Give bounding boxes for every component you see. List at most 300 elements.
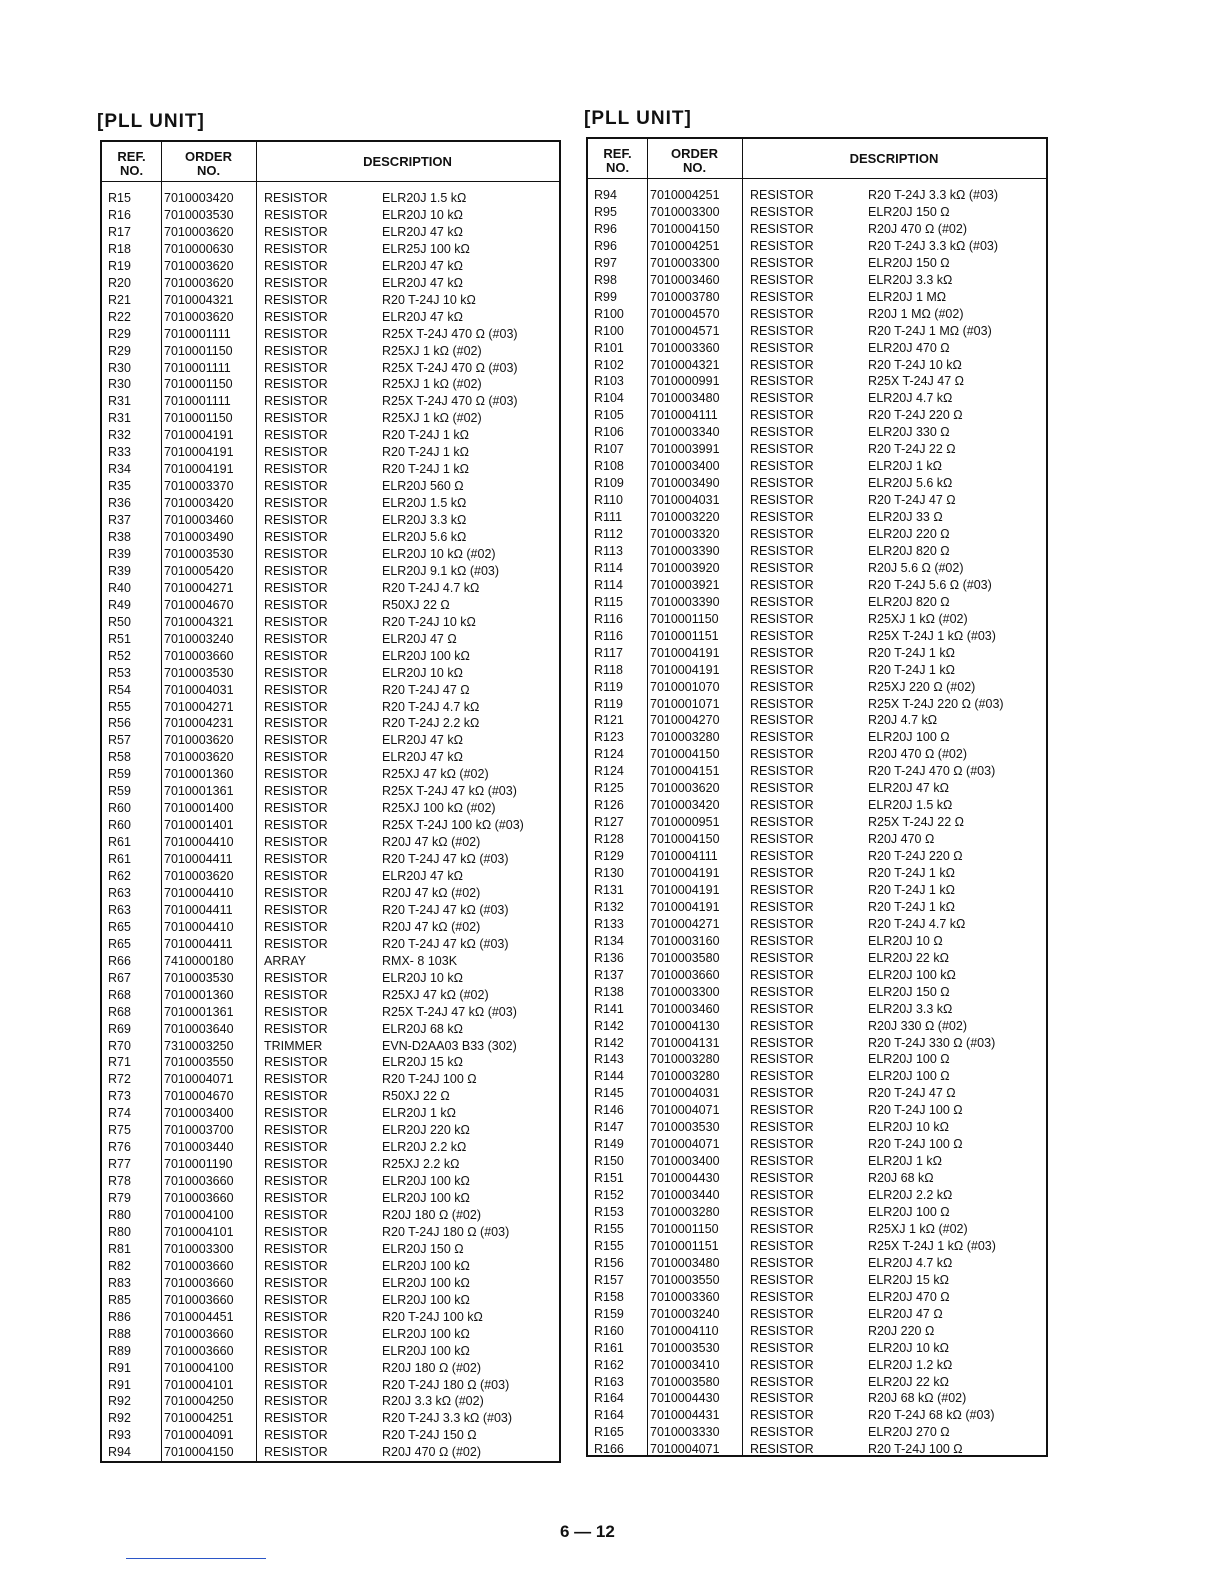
description: R25X T-24J 220 Ω (#03) <box>868 696 1004 711</box>
description: R20J 470 Ω <box>868 832 935 847</box>
table-row <box>588 848 1046 865</box>
part-type: RESISTOR <box>264 1309 328 1324</box>
part-type: RESISTOR <box>264 462 328 477</box>
ref-no: R163 <box>594 1374 624 1389</box>
left-parts-table <box>100 140 561 1463</box>
ref-no: R63 <box>108 902 131 917</box>
table-row <box>102 190 559 207</box>
table-row <box>588 1102 1046 1119</box>
order-no: 7010003400 <box>650 1154 720 1169</box>
part-type: RESISTOR <box>750 527 814 541</box>
part-type: RESISTOR <box>750 628 814 643</box>
ref-no: R16 <box>108 207 131 222</box>
ref-no: R15 <box>108 191 131 205</box>
ref-no: R111 <box>594 510 623 525</box>
part-type: RESISTOR <box>264 699 328 714</box>
part-type: RESISTOR <box>264 1055 328 1070</box>
description: ELR20J 150 Ω <box>868 255 950 270</box>
ref-no: R80 <box>108 1224 131 1239</box>
description: R25X T-24J 470 Ω (#03) <box>382 360 518 375</box>
header-description: DESCRIPTION <box>849 151 939 166</box>
table-row <box>588 865 1046 882</box>
table-row <box>588 560 1046 577</box>
part-type: RESISTOR <box>750 391 814 406</box>
part-type: RESISTOR <box>750 543 814 558</box>
table-row <box>588 1289 1046 1306</box>
table-row <box>102 614 559 631</box>
order-no: 7010004191 <box>650 882 720 897</box>
table-row <box>102 258 559 275</box>
description: ELR20J 10 kΩ (#02) <box>382 546 496 561</box>
part-type: RESISTOR <box>750 950 814 965</box>
description: R20J 470 Ω (#02) <box>382 1445 481 1460</box>
description: ELR20J 820 Ω <box>868 594 950 609</box>
description: ELR20J 270 Ω <box>868 1425 950 1440</box>
part-type: RESISTOR <box>750 662 814 677</box>
description: ELR20J 9.1 kΩ (#03) <box>382 563 500 578</box>
part-type: RESISTOR <box>264 1343 328 1358</box>
part-type: RESISTOR <box>750 1238 814 1253</box>
order-no: 7010001150 <box>164 377 233 392</box>
table-row <box>102 461 559 478</box>
part-type: RESISTOR <box>750 1001 814 1016</box>
order-no: 7010001150 <box>164 343 233 358</box>
order-no: 7010003460 <box>164 513 234 528</box>
order-no: 7010001361 <box>164 784 234 799</box>
ref-no: R132 <box>594 899 624 914</box>
ref-no: R138 <box>594 984 624 999</box>
table-row <box>102 1410 559 1427</box>
part-type: RESISTOR <box>750 1391 814 1406</box>
ref-no: R114 <box>594 577 623 592</box>
table-row <box>102 970 559 987</box>
ref-no: R100 <box>594 306 624 321</box>
description: ELR20J 47 kΩ <box>382 224 463 239</box>
table-row <box>102 902 559 919</box>
description: ELR20J 5.6 kΩ <box>868 476 953 491</box>
part-type: RESISTOR <box>750 476 814 491</box>
ref-no: R78 <box>108 1174 131 1189</box>
order-no: 7010004570 <box>650 306 720 321</box>
order-no: 7010003440 <box>650 1188 720 1203</box>
table-row <box>102 648 559 665</box>
table-row <box>102 682 559 699</box>
order-no: 7010003440 <box>164 1140 234 1155</box>
table-row <box>102 1105 559 1122</box>
table-row <box>588 424 1046 441</box>
order-no: 7010003360 <box>650 1289 720 1304</box>
part-type: RESISTOR <box>750 459 814 474</box>
description: R20 T-24J 150 Ω <box>382 1428 477 1443</box>
table-row <box>102 597 559 614</box>
table-row <box>102 851 559 868</box>
table-row <box>102 1326 559 1343</box>
order-no: 7010004451 <box>164 1309 234 1324</box>
ref-no: R160 <box>594 1323 624 1338</box>
ref-no: R60 <box>108 801 131 816</box>
order-no: 7010004270 <box>650 713 720 728</box>
ref-no: R145 <box>594 1086 624 1101</box>
order-no: 7010003530 <box>164 665 234 680</box>
ref-no: R37 <box>108 513 131 528</box>
ref-no: R86 <box>108 1309 131 1324</box>
ref-no: R136 <box>594 950 624 965</box>
ref-no: R40 <box>108 580 131 595</box>
description: R20J 68 kΩ (#02) <box>868 1391 967 1406</box>
part-type: RESISTOR <box>750 815 814 830</box>
description: ELR20J 47 kΩ <box>382 275 463 290</box>
order-no: 7010003580 <box>650 950 720 965</box>
table-row <box>588 1187 1046 1204</box>
order-no: 7010004231 <box>164 716 234 731</box>
order-no: 7010001401 <box>164 818 234 833</box>
description: ELR20J 47 kΩ <box>382 258 463 273</box>
table-row <box>102 275 559 292</box>
table-row <box>588 797 1046 814</box>
order-no: 7010000991 <box>650 374 720 389</box>
table-row <box>588 306 1046 323</box>
description: R20 T-24J 10 kΩ <box>382 614 476 629</box>
order-no: 7010003530 <box>164 207 234 222</box>
table-row <box>588 441 1046 458</box>
table-row <box>588 492 1046 509</box>
order-no: 7010003240 <box>650 1306 720 1321</box>
order-no: 7010003420 <box>164 496 234 511</box>
description: ELR20J 100 kΩ <box>382 648 470 663</box>
header-ref <box>102 150 161 178</box>
description: ELR20J 100 kΩ <box>382 1258 470 1273</box>
table-row <box>102 919 559 936</box>
order-no: 7010001150 <box>650 611 719 626</box>
part-type: RESISTOR <box>264 428 328 443</box>
ref-no: R94 <box>108 1445 131 1460</box>
part-type: RESISTOR <box>264 801 328 816</box>
part-type: RESISTOR <box>264 1258 328 1273</box>
order-no: 7010004191 <box>650 866 720 880</box>
description: R25X T-24J 1 kΩ (#03) <box>868 1238 996 1253</box>
part-type: RESISTOR <box>750 340 814 355</box>
description: R20 T-24J 220 Ω <box>868 849 963 864</box>
header-order-line1: ORDER <box>671 146 718 161</box>
order-no: 7010003530 <box>164 970 234 985</box>
description: ELR20J 1 kΩ <box>382 1106 456 1121</box>
ref-no: R95 <box>594 204 617 219</box>
part-type: RESISTOR <box>264 987 328 1002</box>
description: ELR20J 150 Ω <box>382 1241 464 1256</box>
table-row <box>588 916 1046 933</box>
order-no: 7010004271 <box>650 916 720 931</box>
description: R20 T-24J 22 Ω <box>868 442 956 457</box>
part-type: RESISTOR <box>750 306 814 321</box>
part-type: RESISTOR <box>264 682 328 697</box>
order-no: 7010004191 <box>164 445 234 460</box>
part-type: RESISTOR <box>750 1374 814 1389</box>
description: ELR20J 220 Ω <box>868 527 950 541</box>
description: ELR20J 33 Ω <box>868 510 943 525</box>
part-type: RESISTOR <box>750 713 814 728</box>
table-row <box>588 1340 1046 1357</box>
part-type: RESISTOR <box>750 374 814 389</box>
part-type: RESISTOR <box>264 919 328 934</box>
table-row <box>588 1221 1046 1238</box>
ref-no: R147 <box>594 1120 624 1135</box>
ref-no: R106 <box>594 425 624 440</box>
description: R25XJ 1 kΩ (#02) <box>382 377 482 392</box>
order-no: 7010004071 <box>164 1072 234 1087</box>
ref-no: R165 <box>594 1425 624 1440</box>
order-no: 7410000180 <box>164 953 234 968</box>
ref-no: R53 <box>108 665 131 680</box>
part-type: RESISTOR <box>750 781 814 796</box>
ref-no: R116 <box>594 628 623 643</box>
ref-no: R108 <box>594 459 624 474</box>
order-no: 7010004410 <box>164 885 234 900</box>
table-row <box>588 340 1046 357</box>
part-type: RESISTOR <box>264 733 328 748</box>
order-no: 7010004411 <box>164 936 233 951</box>
table-row <box>102 1088 559 1105</box>
description: R25X T-24J 1 kΩ (#03) <box>868 628 996 643</box>
description: ELR20J 5.6 kΩ <box>382 530 467 544</box>
table-row <box>588 763 1046 780</box>
table-row <box>588 187 1046 204</box>
header-ref-line1: REF. <box>117 149 146 164</box>
part-type: RESISTOR <box>264 546 328 561</box>
order-no: 7010004101 <box>164 1377 234 1392</box>
order-no: 7010004100 <box>164 1208 234 1222</box>
table-row <box>102 1004 559 1021</box>
part-type: RESISTOR <box>750 1052 814 1067</box>
description: ELR20J 100 kΩ <box>382 1275 470 1290</box>
ref-no: R39 <box>108 563 131 578</box>
ref-no: R96 <box>594 238 617 253</box>
order-no: 7010003660 <box>164 1275 234 1290</box>
order-no: 7010004410 <box>164 835 234 850</box>
order-no: 7010003460 <box>650 272 720 287</box>
order-no: 7010003300 <box>650 255 720 270</box>
description: ELR20J 100 Ω <box>868 1205 950 1219</box>
right-parts-table <box>586 137 1048 1457</box>
ref-no: R127 <box>594 815 624 830</box>
part-type: RESISTOR <box>750 1018 814 1033</box>
description: R20 T-24J 1 kΩ <box>868 662 955 677</box>
description: ELR20J 100 kΩ <box>382 1292 470 1307</box>
description: ELR20J 47 kΩ <box>382 733 463 748</box>
table-row <box>102 376 559 393</box>
part-type: RESISTOR <box>750 221 814 236</box>
description: R25X T-24J 47 Ω <box>868 374 964 389</box>
part-type: RESISTOR <box>750 1221 814 1236</box>
description: R20 T-24J 100 Ω <box>868 1442 963 1457</box>
order-no: 7010003620 <box>164 275 234 290</box>
description: R20J 47 kΩ (#02) <box>382 919 481 934</box>
part-type: RESISTOR <box>264 360 328 375</box>
ref-no: R99 <box>594 289 617 304</box>
table-row <box>102 529 559 546</box>
ref-no: R74 <box>108 1106 131 1121</box>
description: R20 T-24J 180 Ω (#03) <box>382 1377 510 1392</box>
table-row <box>102 207 559 224</box>
order-no: 7010004410 <box>164 919 234 934</box>
part-type: RESISTOR <box>264 1411 328 1426</box>
table-row <box>102 953 559 970</box>
description: ELR20J 1 kΩ <box>868 459 942 474</box>
part-type: RESISTOR <box>750 323 814 338</box>
table-row <box>588 933 1046 950</box>
order-no: 7010001151 <box>650 1238 719 1253</box>
order-no: 7010003530 <box>650 1120 720 1135</box>
part-type: RESISTOR <box>264 1191 328 1206</box>
order-no: 7010003530 <box>650 1340 720 1355</box>
bottom-rule <box>126 1558 266 1559</box>
table-row <box>588 390 1046 407</box>
table-row <box>102 292 559 309</box>
ref-no: R68 <box>108 1004 131 1019</box>
description: ELR20J 1 kΩ <box>868 1154 942 1169</box>
part-type: RESISTOR <box>264 326 328 341</box>
order-no: 7010004250 <box>164 1394 234 1409</box>
part-type: RESISTOR <box>264 750 328 765</box>
ref-no: R123 <box>594 730 624 745</box>
order-no: 7010003660 <box>164 1326 234 1341</box>
part-type: RESISTOR <box>750 696 814 711</box>
ref-no: R34 <box>108 462 131 477</box>
description: R20 T-24J 1 kΩ <box>382 462 469 477</box>
description: R20 T-24J 4.7 kΩ <box>382 699 480 714</box>
part-type: RESISTOR <box>750 1205 814 1219</box>
table-row <box>102 1021 559 1038</box>
table-row <box>102 783 559 800</box>
order-no: 7010003550 <box>164 1055 234 1070</box>
description: R20 T-24J 3.3 kΩ (#03) <box>868 188 999 202</box>
ref-no: R124 <box>594 764 624 779</box>
table-row <box>588 272 1046 289</box>
part-type: RESISTOR <box>264 885 328 900</box>
table-row <box>588 882 1046 899</box>
ref-no: R116 <box>594 611 623 626</box>
ref-no: R121 <box>594 713 624 728</box>
part-type: RESISTOR <box>264 936 328 951</box>
description: R20 T-24J 100 Ω <box>868 1103 963 1118</box>
part-type: RESISTOR <box>750 1171 814 1186</box>
ref-no: R66 <box>108 953 131 968</box>
order-no: 7010003280 <box>650 1052 720 1067</box>
order-no: 7010003360 <box>650 340 720 355</box>
order-no: 7010003620 <box>164 750 234 765</box>
table-row <box>102 987 559 1004</box>
description: R20 T-24J 10 kΩ <box>382 292 476 307</box>
description: ELR20J 4.7 kΩ <box>868 391 953 406</box>
order-no: 7010003660 <box>164 648 234 663</box>
table-row <box>102 1275 559 1292</box>
part-type: RESISTOR <box>264 1004 328 1019</box>
order-no: 7010001111 <box>164 326 231 341</box>
table-row <box>102 800 559 817</box>
table-row <box>102 715 559 732</box>
order-no: 7010004150 <box>650 832 720 847</box>
order-no: 7010003280 <box>650 1205 720 1219</box>
table-row <box>588 645 1046 662</box>
table-row <box>588 1441 1046 1458</box>
ref-no: R159 <box>594 1306 624 1321</box>
table-row <box>102 1427 559 1444</box>
table-row <box>102 1207 559 1224</box>
part-type: RESISTOR <box>750 730 814 745</box>
order-no: 7010004431 <box>650 1408 720 1423</box>
order-no: 7010001151 <box>650 628 719 643</box>
description: ELR20J 68 kΩ <box>382 1021 463 1036</box>
ref-no: R80 <box>108 1208 131 1222</box>
part-type: RESISTOR <box>750 933 814 948</box>
part-type: RESISTOR <box>750 747 814 762</box>
ref-no: R156 <box>594 1255 624 1270</box>
table-row <box>102 478 559 495</box>
description: ELR20J 2.2 kΩ <box>382 1140 467 1155</box>
description: ELR20J 10 kΩ <box>868 1340 949 1355</box>
description: R20J 180 Ω (#02) <box>382 1360 481 1375</box>
ref-no: R51 <box>108 631 131 646</box>
ref-no: R56 <box>108 716 131 731</box>
table-row <box>102 326 559 343</box>
order-no: 7010003390 <box>650 543 720 558</box>
order-no: 7010003620 <box>164 733 234 748</box>
description: R25XJ 1 kΩ (#02) <box>868 1221 968 1236</box>
order-no: 7010003490 <box>164 530 234 544</box>
ref-no: R19 <box>108 258 131 273</box>
order-no: 7010004411 <box>164 852 233 867</box>
table-row <box>588 526 1046 543</box>
part-type: RESISTOR <box>750 849 814 864</box>
part-type: RESISTOR <box>750 425 814 440</box>
part-type: RESISTOR <box>750 679 814 694</box>
order-no: 7010004191 <box>650 899 720 914</box>
part-type: RESISTOR <box>750 188 814 202</box>
ref-no: R77 <box>108 1157 131 1172</box>
ref-no: R60 <box>108 818 131 833</box>
ref-no: R79 <box>108 1191 131 1206</box>
order-no: 7010001150 <box>164 411 233 426</box>
order-no: 7010003660 <box>164 1258 234 1273</box>
description: ELR20J 100 Ω <box>868 730 950 745</box>
order-no: 7010001071 <box>650 696 720 711</box>
order-no: 7010004131 <box>650 1035 720 1050</box>
ref-no: R103 <box>594 374 624 389</box>
order-no: 7010004430 <box>650 1171 720 1186</box>
table-row <box>588 509 1046 526</box>
order-no: 7010004031 <box>164 682 234 697</box>
ref-no: R125 <box>594 781 624 796</box>
description: ELR20J 150 Ω <box>868 984 950 999</box>
ref-no: R164 <box>594 1408 624 1423</box>
order-no: 7010003300 <box>164 1241 234 1256</box>
description: R20J 47 kΩ (#02) <box>382 885 481 900</box>
part-type: RESISTOR <box>264 1089 328 1104</box>
ref-no: R164 <box>594 1391 624 1406</box>
table-row <box>102 512 559 529</box>
table-row <box>102 343 559 360</box>
page-number: 6 — 12 <box>560 1522 615 1541</box>
part-type: RESISTOR <box>750 238 814 253</box>
order-no: 7010003280 <box>650 1069 720 1084</box>
part-type: RESISTOR <box>264 1428 328 1443</box>
ref-no: R31 <box>108 411 131 426</box>
ref-no: R149 <box>594 1137 624 1152</box>
ref-no: R39 <box>108 546 131 561</box>
ref-no: R100 <box>594 323 624 338</box>
header-ref-line2: NO. <box>605 160 630 175</box>
ref-no: R89 <box>108 1343 131 1358</box>
part-type: RESISTOR <box>750 1289 814 1304</box>
